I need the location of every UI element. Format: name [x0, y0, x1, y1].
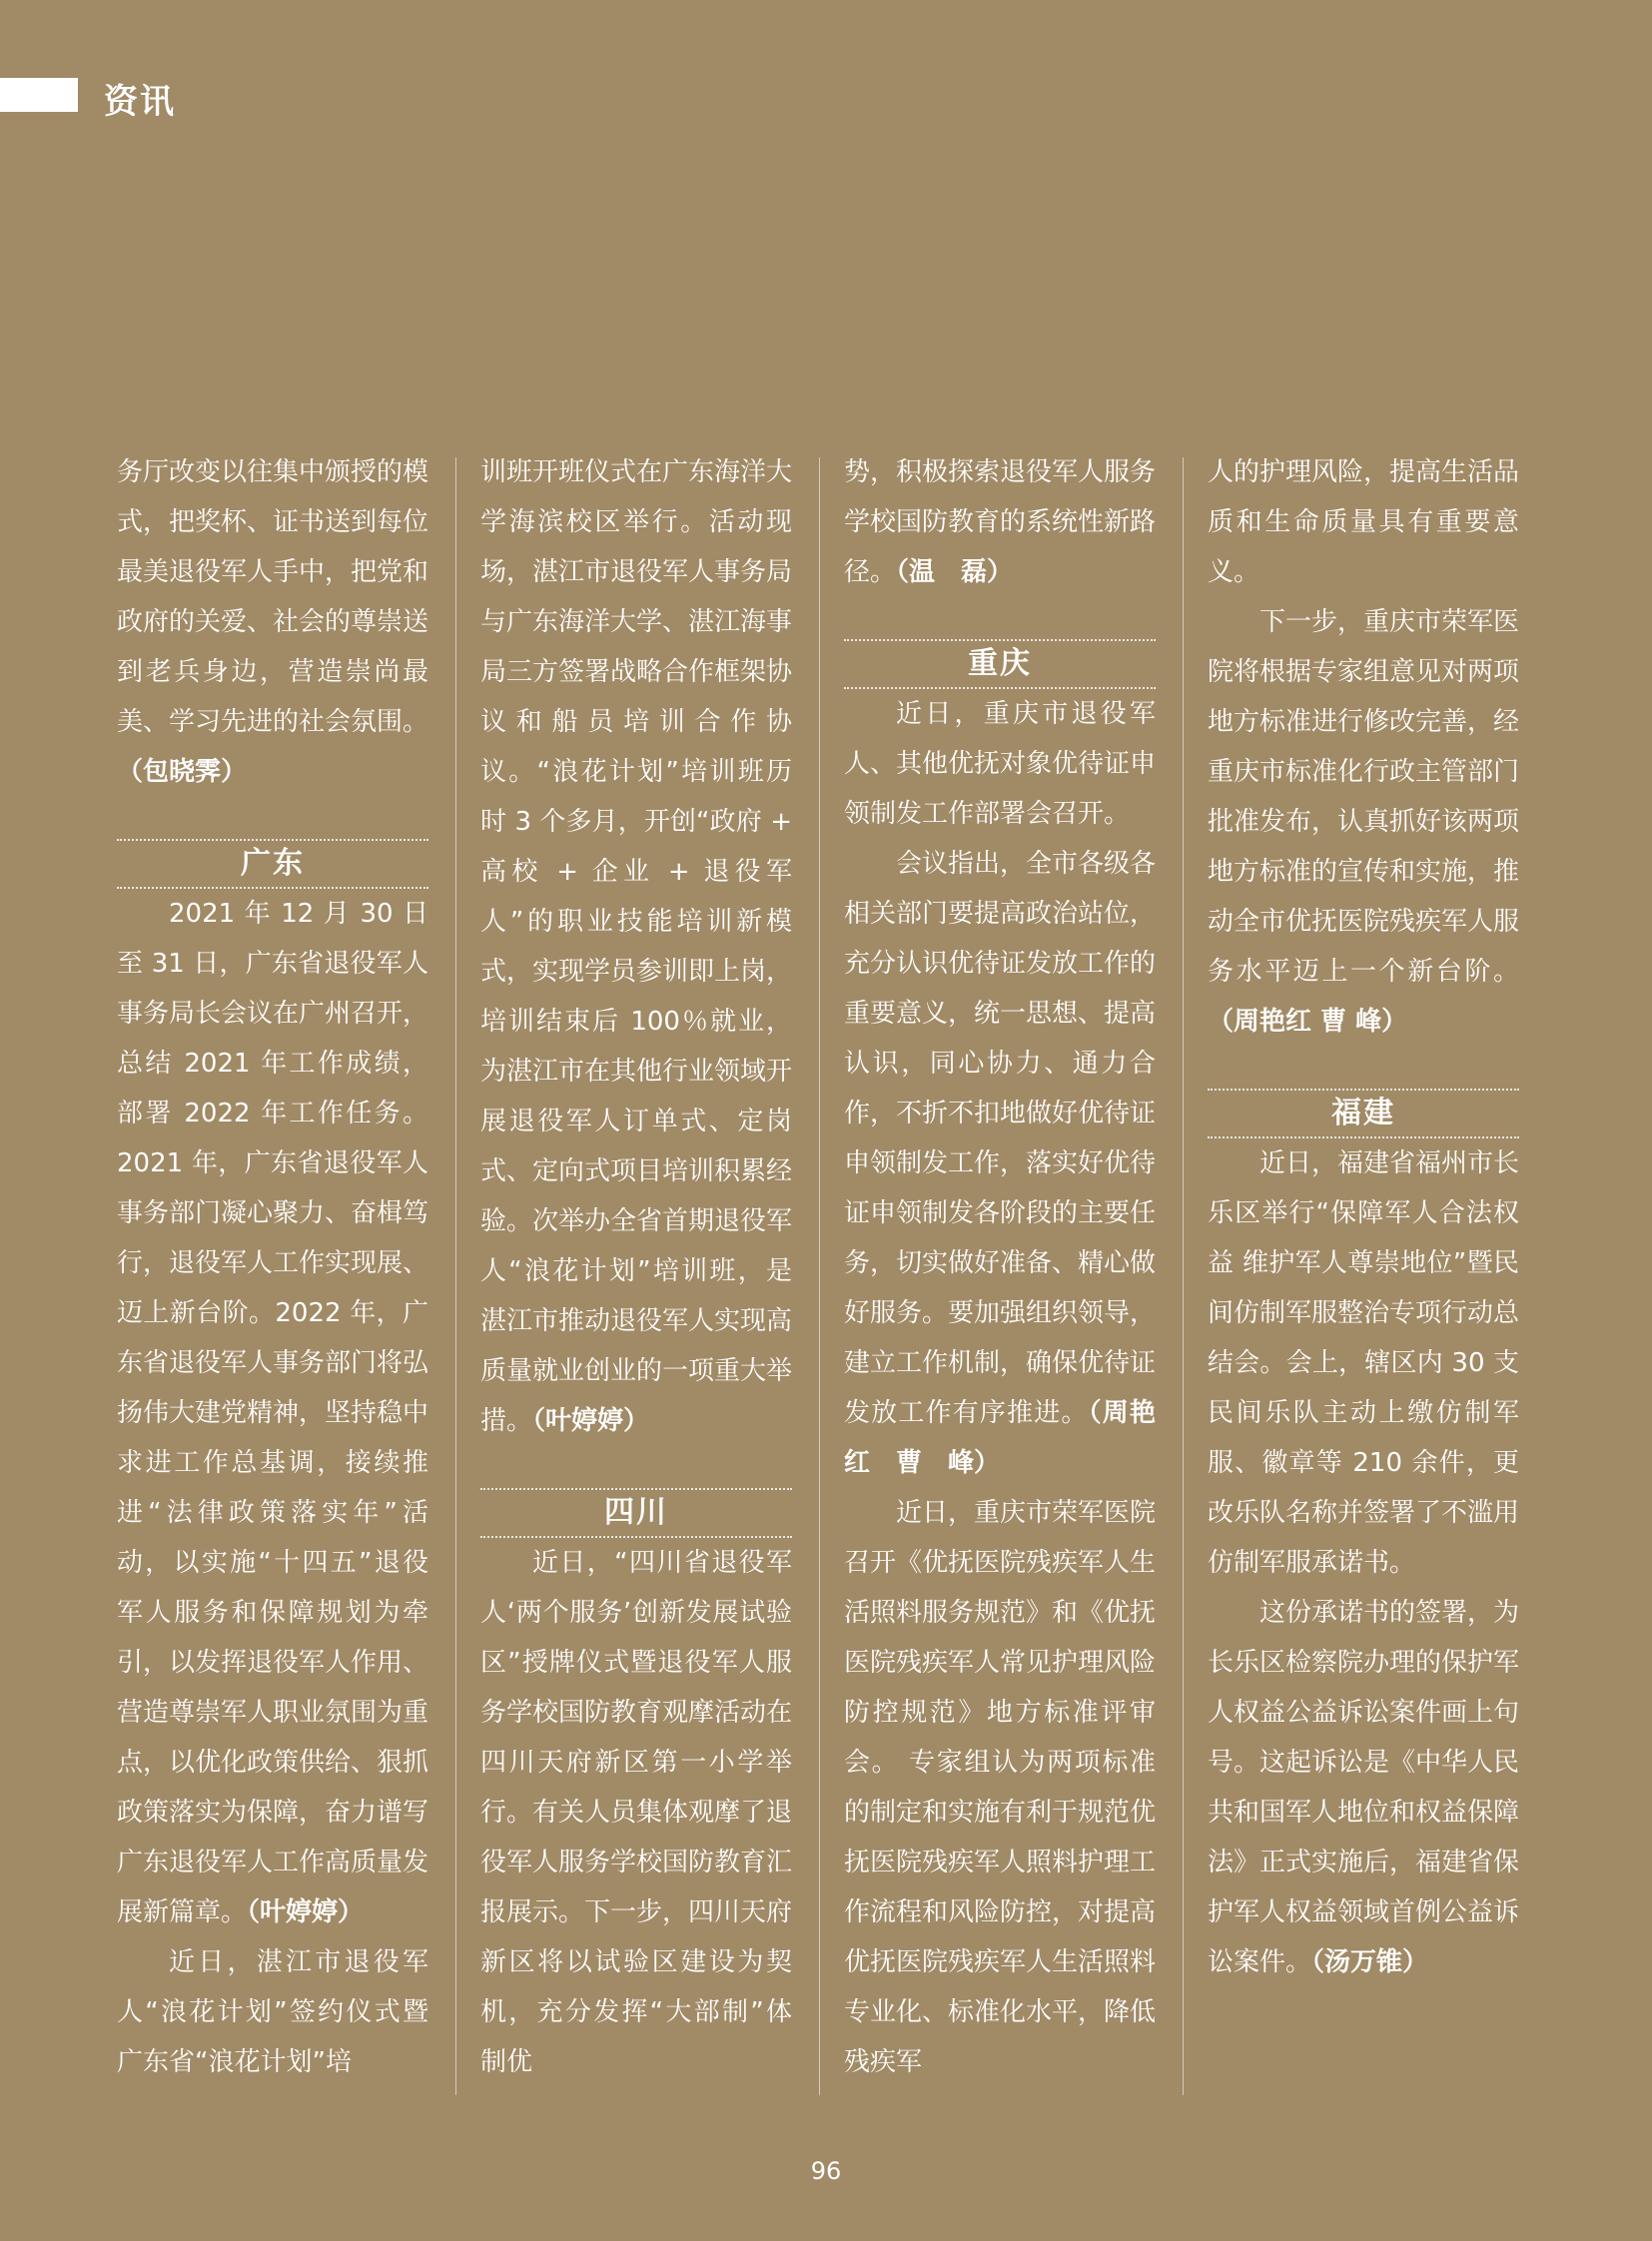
region-heading-sichuan: 四川 — [480, 1488, 792, 1538]
paragraph: 近日，重庆市荣军医院召开《优抚医院残疾军人生活照料服务规范》和《优抚医院残疾军人常见护理风险防控规范》地方标准评审会。 专家组认为两项标准的制定和实施有利于规范优抚医院残疾军人照料护理工作流程和风险防控，对提高优抚医院残疾军人生活照料专业化、标准化水平，降低残疾军 — [844, 1498, 1157, 2077]
author-credit: （汤万锥） — [1311, 1947, 1429, 1977]
column-2 — [480, 447, 792, 2087]
paragraph: 这份承诺书的签署，为长乐区检察院办理的保护军人权益公益诉讼案件画上句号。这起诉讼是《中华人民共和国军人地位和权益保障法》正式实施后，福建省保护军人权益领域首例公益诉讼案件。（汤万锥） — [1208, 1598, 1520, 1977]
author-credit: （温 磊） — [896, 557, 1014, 587]
column-1 — [117, 447, 428, 2087]
paragraph: 会议指出，全市各级各相关部门要提高政治站位，充分认识优待证发放工作的重要意义，统一思想、提高认识，同心协力、通力合作，不折不扣地做好优待证申领制发工作，落实好优待证申领制发各阶段的主要任务，切实做好准备、精心做好服务。要加强组织领导，建立工作机制，确保优待证发放工作有序推进。（周艳红 曹 峰） — [844, 849, 1157, 1478]
section-label: 资讯 — [104, 82, 176, 122]
column-divider — [455, 457, 456, 2095]
region-heading-fujian: 福建 — [1208, 1089, 1519, 1138]
paragraph: 势，积极探索退役军人服务学校国防教育的系统性新路径。（温 磊） — [844, 457, 1157, 587]
paragraph: 近日，重庆市退役军人、其他优抚对象优待证申领制发工作部署会召开。 — [844, 699, 1157, 829]
region-heading-chongqing: 重庆 — [844, 639, 1156, 689]
paragraph: 近日，湛江市退役军人“浪花计划”签约仪式暨广东省“浪花计划”培 — [117, 1947, 428, 2077]
paragraph: 2021 年 12 月 30 日至 31 日，广东省退役军人事务局长会议在广州召开，总结 2021 年工作成绩，部署 2022 年工作任务。2021 年，广东省退役军人事务部门凝心聚力、奋楫笃行，退役军人工作实现展、迈上新台阶。2022 年，广东省退役军人事务部门将弘扬伟大建党精神，坚持稳中求进工作总基调，接续推进“法律政策落实年”活动，以实施“十四五”退役军人服务和保障规划为牵引，以发挥退役军人作用、营造尊崇军人职业氛围为重点，以优化政策供给、狠抓政策落实为保障，奋力谱写广东退役军人工作高质量发展新篇章。（叶婷婷） — [117, 899, 429, 1927]
region-heading-guangdong: 广东 — [117, 839, 428, 889]
author-credit: （周艳红 曹 峰） — [844, 1398, 1156, 1478]
header-accent-bar — [0, 78, 78, 112]
paragraph: 近日，福建省福州市长乐区举行“保障军人合法权益 维护军人尊崇地位”暨民间仿制军服整治专项行动总结会。会上，辖区内 30 支民间乐队主动上缴仿制军服、徽章等 210 余件，更改乐队名称并签署了不滥用仿制军服承诺书。 — [1208, 1148, 1520, 1578]
paragraph: 务厅改变以往集中颁授的模式，把奖杯、证书送到每位最美退役军人手中，把党和政府的关爱、社会的尊崇送到老兵身边，营造崇尚最美、学习先进的社会氛围。（包晓霁） — [117, 457, 429, 787]
author-credit: （包晓霁） — [117, 757, 248, 787]
column-4 — [1208, 447, 1519, 1987]
page-number: 96 — [810, 2157, 842, 2185]
author-credit: （周艳红 曹 峰） — [1208, 1007, 1408, 1037]
author-credit: （叶婷婷） — [247, 1897, 365, 1927]
column-divider — [819, 457, 820, 2095]
paragraph: 训班开班仪式在广东海洋大学海滨校区举行。活动现场，湛江市退役军人事务局与广东海洋大学、湛江海事局三方签署战略合作框架协议和船员培训合作协议。“浪花计划”培训班历时 3 个多月，开创“政府 + 高校 + 企业 + 退役军人”的职业技能培训新模式，实现学员参训即上岗，培训结束后 100％就业，为湛江市在其他行业领域开展退役军人订单式、定岗式、定向式项目培训积累经验。次举办全省首期退役军人“浪花计划”培训班，是湛江市推动退役军人实现高质量就业创业的一项重大举措。（叶婷婷） — [480, 457, 793, 1436]
column-3 — [844, 447, 1156, 2087]
paragraph: 近日，“四川省退役军人‘两个服务’创新发展试验区”授牌仪式暨退役军人服务学校国防教育观摩活动在四川天府新区第一小学举行。有关人员集体观摩了退役军人服务学校国防教育汇报展示。下一步，四川天府新区将以试验区建设为契机，充分发挥“大部制”体制优 — [480, 1548, 793, 2077]
column-divider — [1183, 457, 1184, 2095]
author-credit: （叶婷婷） — [532, 1406, 650, 1436]
paragraph: 下一步，重庆市荣军医院将根据专家组意见对两项地方标准进行修改完善，经重庆市标准化行政主管部门批准发布，认真抓好该两项地方标准的宣传和实施，推动全市优抚医院残疾军人服务水平迈上一个新台阶。（周艳红 曹 峰） — [1208, 607, 1520, 1037]
paragraph: 人的护理风险，提高生活品质和生命质量具有重要意义。 — [1208, 457, 1520, 587]
